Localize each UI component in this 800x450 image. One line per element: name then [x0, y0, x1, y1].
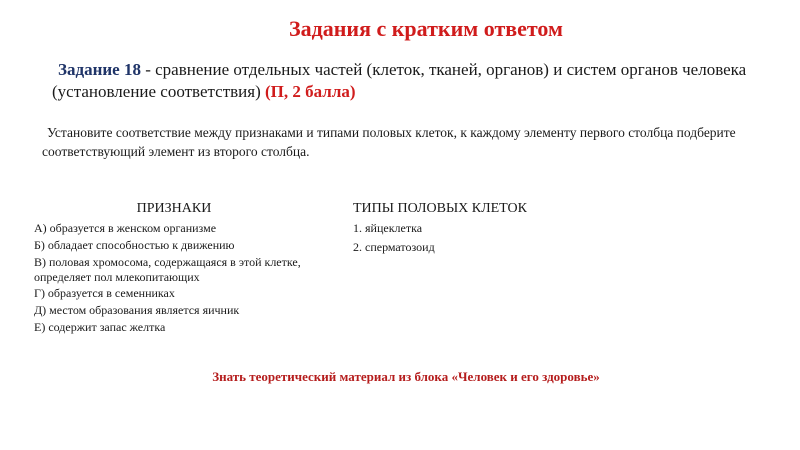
cell-types-heading: ТИПЫ ПОЛОВЫХ КЛЕТОК [353, 201, 527, 216]
slide-title: Задания с кратким ответом [289, 16, 563, 41]
footer-note: Знать теоретический материал из блока «Человек и его здоровье» [212, 369, 600, 384]
feature-item-v: В) половая хромосома, содержащаяся в этой клетке, определяет пол млекопитающих [34, 255, 301, 284]
instruction-text: Установите соответствие между признаками и типами половых клеток, к каждому элементу первого столбца подберите соответствующий элемент из второго столбца. [42, 125, 736, 159]
task-description [52, 59, 772, 103]
feature-item-e: Е) содержит запас желтка [34, 320, 166, 334]
cell-types-column [353, 200, 613, 259]
features-heading: ПРИЗНАКИ [136, 201, 212, 216]
task-topic: сравнение отдельных частей (клеток, тканей, органов) и систем органов человека (установление соответствия) [52, 60, 747, 101]
feature-item-d: Д) местом образования является яичник [34, 303, 240, 317]
task-points: (П, 2 балла) [265, 82, 356, 101]
task-separator: - [140, 60, 156, 79]
feature-item-b: Б) обладает способностью к движению [34, 238, 235, 252]
task-number: Задание 18 [58, 60, 141, 79]
cell-type-item-1: 1. яйцеклетка [353, 221, 423, 235]
features-column [34, 200, 304, 337]
feature-item-g: Г) образуется в семенниках [34, 286, 175, 300]
cell-type-item-2: 2. сперматозоид [353, 240, 435, 254]
task-instruction [42, 123, 782, 161]
feature-item-a: А) образуется в женском организме [34, 221, 217, 235]
